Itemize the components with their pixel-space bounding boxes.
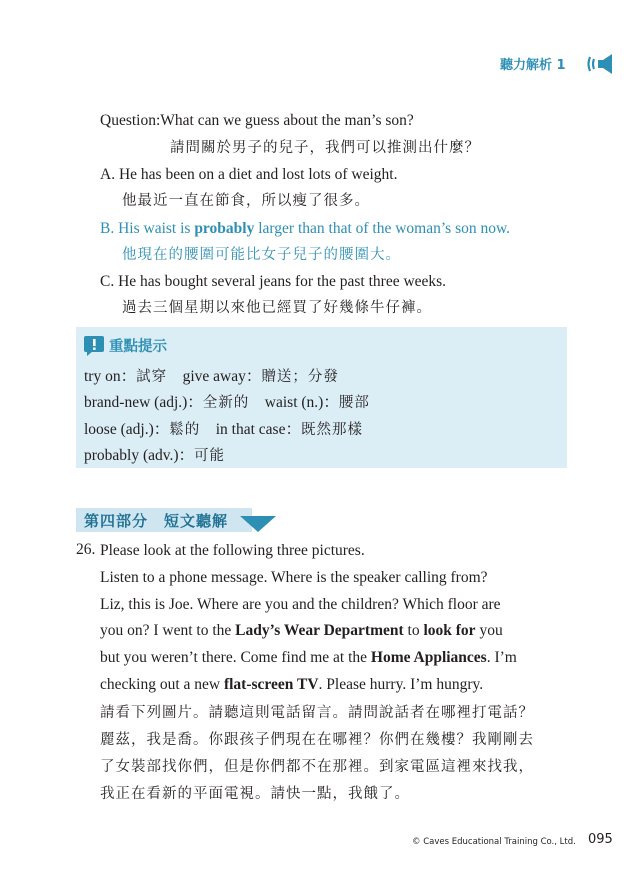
option-text: His waist is probably larger than that of the woman’s son now. (118, 220, 511, 237)
option-c (100, 272, 446, 292)
q26-line: Listen to a phone message. Where is the speaker calling from? (100, 569, 488, 586)
q26-line: you on? I went to the Lady’s Wear Department to look for you (100, 622, 503, 639)
question-prefix: Question: (100, 112, 161, 129)
option-letter: A. (100, 166, 116, 183)
keyword: probably (194, 220, 255, 237)
q26-translation: 請看下列圖片。請聽這則電話留言。請問說話者在哪裡打電話？ (100, 705, 534, 721)
question-number: 26. (76, 541, 96, 558)
q26-translation: 麗茲，我是喬。你跟孩子們現在在哪裡？你們在幾樓？我剛剛去 (100, 732, 534, 748)
option-text: He has bought several jeans for the past three weeks. (118, 273, 447, 290)
key-points-title: 重點提示 (109, 339, 167, 355)
option-b (100, 219, 510, 239)
keyword: look for (423, 622, 476, 639)
question-text: What can we guess about the man’s son? (160, 112, 414, 129)
q26-line: Liz, this is Joe. Where are you and the children? Which floor are (100, 596, 501, 613)
option-text: He has been on a diet and lost lots of weight. (118, 166, 398, 183)
page-number: 095 (588, 832, 613, 847)
q26-translation: 我正在看新的平面電視。請快一點，我餓了。 (100, 786, 410, 802)
option-letter: B. (100, 220, 115, 237)
vocab-line: probably (adv.)：可能 (84, 447, 226, 464)
option-letter: C. (100, 273, 115, 290)
q26-line: checking out a new flat-screen TV. Please hurry. I’m hungry. (100, 676, 484, 693)
keyword: Lady’s Wear Department (235, 622, 404, 639)
option-a (100, 165, 397, 185)
vocab-line: brand-new (adj.)：全新的 waist (n.)：腰部 (84, 394, 370, 411)
copyright: © Caves Educational Training Co., Ltd. (412, 837, 576, 847)
vocab-line: loose (adj.)：鬆的 in that case：既然那樣 (84, 421, 363, 438)
key-points-box (76, 327, 567, 468)
question-translation: 請問關於男子的兒子，我們可以推測出什麼？ (170, 140, 480, 156)
option-b-translation: 他現在的腰圍可能比女子兒子的腰圍大。 (122, 247, 401, 263)
section-label: 聽力解析 1 (500, 58, 566, 73)
option-c-translation: 過去三個星期以來他已經買了好幾條牛仔褲。 (122, 300, 432, 316)
speaker-icon (586, 53, 616, 75)
q26-translation: 了女裝部找你們，但是你們都不在那裡。到家電區這裡來找我， (100, 759, 534, 775)
section-banner (76, 508, 276, 532)
vocab-line: try on：試穿 give away：贈送；分發 (84, 368, 339, 385)
q26-intro: Please look at the following three pictures. (100, 542, 365, 559)
key-points-header (84, 335, 167, 356)
keyword: flat-screen TV (223, 676, 319, 693)
option-a-translation: 他最近一直在節食，所以瘦了很多。 (122, 193, 370, 209)
question-line (100, 111, 414, 131)
keyword: Home Appliances (370, 649, 487, 666)
q26-line: but you weren’t there. Come find me at the Home Appliances. I’m (100, 649, 517, 666)
section-title: 第四部分 短文聽解 (84, 512, 229, 530)
exclamation-bubble-icon (84, 336, 104, 356)
